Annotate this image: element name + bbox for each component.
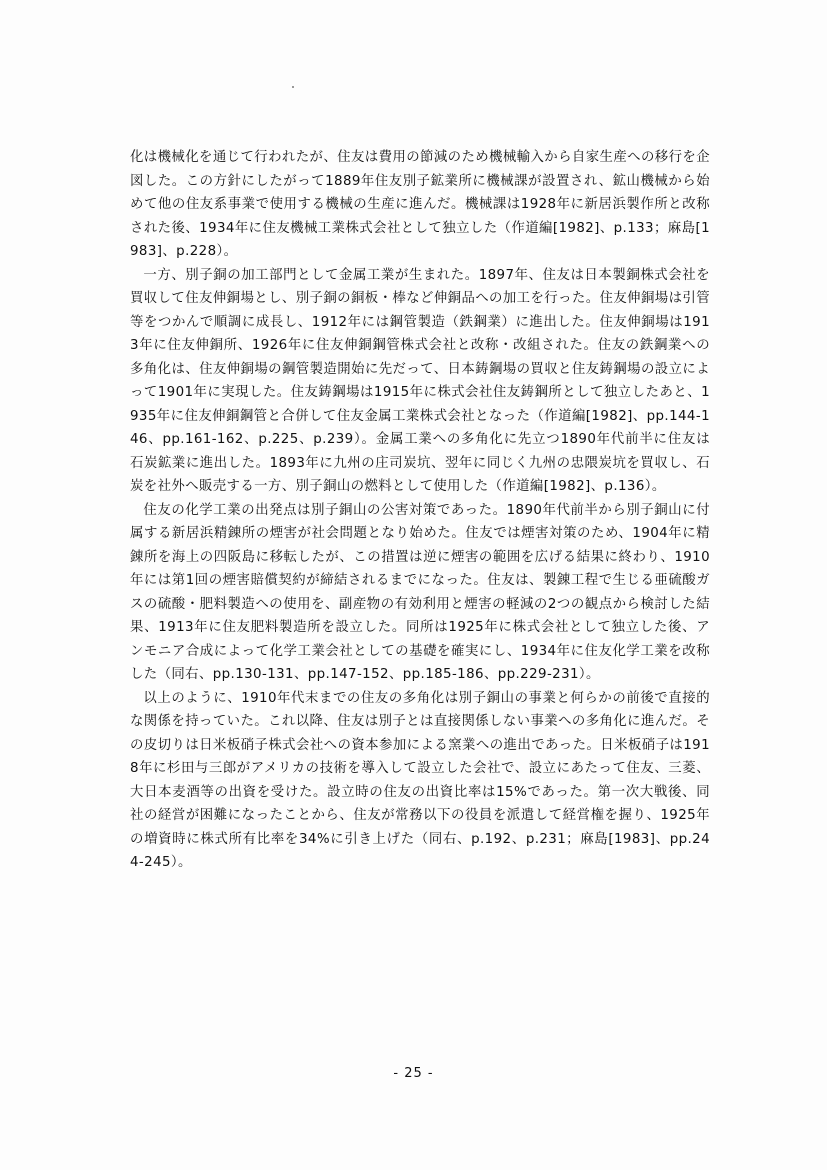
page-number: - 25 - xyxy=(393,1066,434,1081)
paragraph-2: 一方、別子銅の加工部門として金属工業が生まれた。1897年、住友は日本製銅株式会社を買収して住友伸銅場とし、別子銅の銅板・棒など伸銅品への加工を行った。住友伸銅場は引管等をつかんで順調に成長し、1912年には鋼管製造（鉄鋼業）に進出した。住友伸銅場は1913年に住友伸銅所、1926年に住友伸銅鋼管株式会社と改称・改組された。住友の鉄鋼業への多角化は、住友伸銅場の鋼管製造開始に先だって、日本鋳鋼場の買収と住友鋳鋼場の設立によって1901年に実現した。住友鋳鋼場は1915年に株式会社住友鋳鋼所として独立したあと、1935年に住友伸銅鋼管と合併して住友金属工業株式会社となった（作道編[1982]、pp.144-146、pp.161-162、p.225、p.239）。金属工業への多角化に先立つ1890年代前半に住友は石炭鉱業に進出した。1893年に九州の庄司炭坑、翌年に同じく九州の忠隈炭坑を買収し、石炭を社外へ販売する一方、別子銅山の燃料として使用した（作道編[1982]、p.136）。 xyxy=(130,267,710,494)
body-text xyxy=(130,146,710,875)
scan-speck xyxy=(292,86,294,88)
paragraph-3: 住友の化学工業の出発点は別子銅山の公害対策であった。1890年代前半から別子銅山に付属する新居浜精錬所の煙害が社会問題となり始めた。住友では煙害対策のため、1904年に精錬所を海上の四阪島に移転したが、この措置は逆に煙害の範囲を広げる結果に終わり、1910年には第1回の煙害賠償契約が締結されるまでになった。住友は、製錬工程で生じる亜硫酸ガスの硫酸・肥料製造への使用を、副産物の有効利用と煙害の軽減の2つの観点から検討した結果、1913年に住友肥料製造所を設立した。同所は1925年に株式会社として独立した後、アンモニア合成によって化学工業会社としての基礎を確実にし、1934年に住友化学工業を改称した（同右、pp.130-131、pp.147-152、pp.185-186、pp.229-231）。 xyxy=(130,502,710,682)
paragraph-4: 以上のように、1910年代末までの住友の多角化は別子銅山の事業と何らかの前後で直接的な関係を持っていた。これ以降、住友は別子とは直接関係しない事業への多角化に進んだ。その皮切りは日米板硝子株式会社への資本参加による窯業への進出であった。日米板硝子は1918年に杉田与三郎がアメリカの技術を導入して設立した会社で、設立にあたって住友、三菱、大日本麦酒等の出資を受けた。設立時の住友の出資比率は15%であった。第一次大戦後、同社の経営が困難になったことから、住友が常務以下の役員を派遣して経営権を握り、1925年の増資時に株式所有比率を34%に引き上げた（同右、p.192、p.231；麻島[1983]、pp.244-245）。 xyxy=(130,690,710,870)
paragraph-1: 化は機械化を通じて行われたが、住友は費用の節減のため機械輸入から自家生産への移行を企図した。この方針にしたがって1889年住友別子鉱業所に機械課が設置され、鉱山機械から始めて他の住友系事業で使用する機械の生産に進んだ。機械課は1928年に新居浜製作所と改称された後、1934年に住友機械工業株式会社として独立した（作道編[1982]、p.133；麻島[1983]、p.228）。 xyxy=(130,150,710,259)
